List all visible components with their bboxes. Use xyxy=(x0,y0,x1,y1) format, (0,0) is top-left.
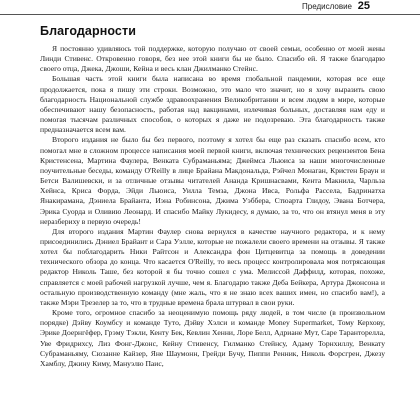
paragraph: Кроме того, огромное спасибо за неоценимую помощь ряду людей, в том числе (в произвольном порядке) Дэйву Коумбсу и команде Туто, Дэйву Хэлси и команде Money Supermarket, Тому Керхову, Эрике Доернгёфер, Грэму Тэкли, Кенту Бек, Кевлин Хенни, Лоре Белл, Адриане Мут, Саре Таранторелла, Уве Фридрихсу, Лиз Фонг-Джонс, Кейну Стивенсу, Гилманко Стейнсу, Адаму Торнхиллу, Венкату Субраманьяму, Сюзанне Кайзер, Яне Шаумонн, Грейди Бучу, Пиппи Ренник, Николь Форсгрен, Джезу Хамблу, Джину Киму, Мануэлю Паис, xyxy=(40,308,385,368)
paragraph: Для второго издания Мартин Фаулер снова вернулся в качестве научного редактора, и к нему присоединились Дэниел Брайант и Сара Уэлле, которые не пожалели своего времени на отзывы. Я также хотел бы поблагодарить Ники Райтсон и Александра фон Цитцевитца за помощь в доведении технического обзора до конца. Что касается O'Reilly, то весь процесс контролировала моя потрясающая редактор Николь Таше, без которой я бы точно сошел с ума. Мелиссой Даффилд, которая, похоже, справляется с моей рабочей нагрузкой лучше, чем я. Благодарю также Деба Бейкера, Артура Джонсона и остальную производственную команду (мне жаль, что я не знаю всех ваших имен, но спасибо вам!), а также Мэри Трезелер за то, что в трудные времена брала штурвал в свои руки. xyxy=(40,226,385,307)
paragraph: Я постоянно удивляюсь той поддержке, которую получаю от своей семьи, особенно от моей жены Линди Стивенс. Откровенно говоря, без нее этой книги бы не было. Спасибо ей. Я также благодарю своего отца, Джека, Джоши, Кейна и весь клан Джилманко Стейнс. xyxy=(40,44,385,74)
running-header xyxy=(0,0,420,16)
paragraph: Большая часть этой книги была написана во время глобальной пандемии, которая все еще продолжается, пока я пишу эти строки. Возможно, это мало что значит, но я хочу выразить свою благодарность Национальной службе здравоохранения Великобритании и всем людям в мире, которые обеспечивают нашу безопасность, работая над вакцинами, излечивая больных, доставляя нам еду и помогая тысячам различных способов, о которых я даже не подозреваю. Эта благодарность также предназначается всем вам. xyxy=(40,74,385,135)
header-rule xyxy=(0,14,420,15)
body-text xyxy=(40,44,385,369)
page-number: 25 xyxy=(357,0,370,12)
paragraph: Второго издания не было бы без первого, поэтому я хотел бы еще раз сказать спасибо всем, кто помогал мне в сложном процессе написания моей первой книги, включая технических рецензентов Бена Кристенсена, Мартина Фаулера, Венката Субраманьяма; Джеймса Льюиса за наши многочисленные поучительные беседы, команду O'Reilly в лице Брайана Макдональда, Рэйчел Монаган, Кристен Браун и Бетси Валишевски, и за отличные отзывы читателей Ананда Кришнасвами, Кента Макнила, Чарльза Хейнса, Криса Форда, Эйди Льюиса, Уилла Темза, Джона Ивса, Рольфа Рассела, Бадринатха Янакирамана, Дэниела Брайанта, Иэна Робинсона, Джима Уэббера, Стюарта Глидоу, Эвана Ботчера, Эрика Суорда и Оливию Леонард. И спасибо Майку Лукидесу, я думаю, за то, что он втянул меня в эту неразбериху в первую очередь! xyxy=(40,135,385,226)
running-header-section-title: Предисловие xyxy=(302,2,352,11)
section-heading: Благодарности xyxy=(40,24,136,38)
